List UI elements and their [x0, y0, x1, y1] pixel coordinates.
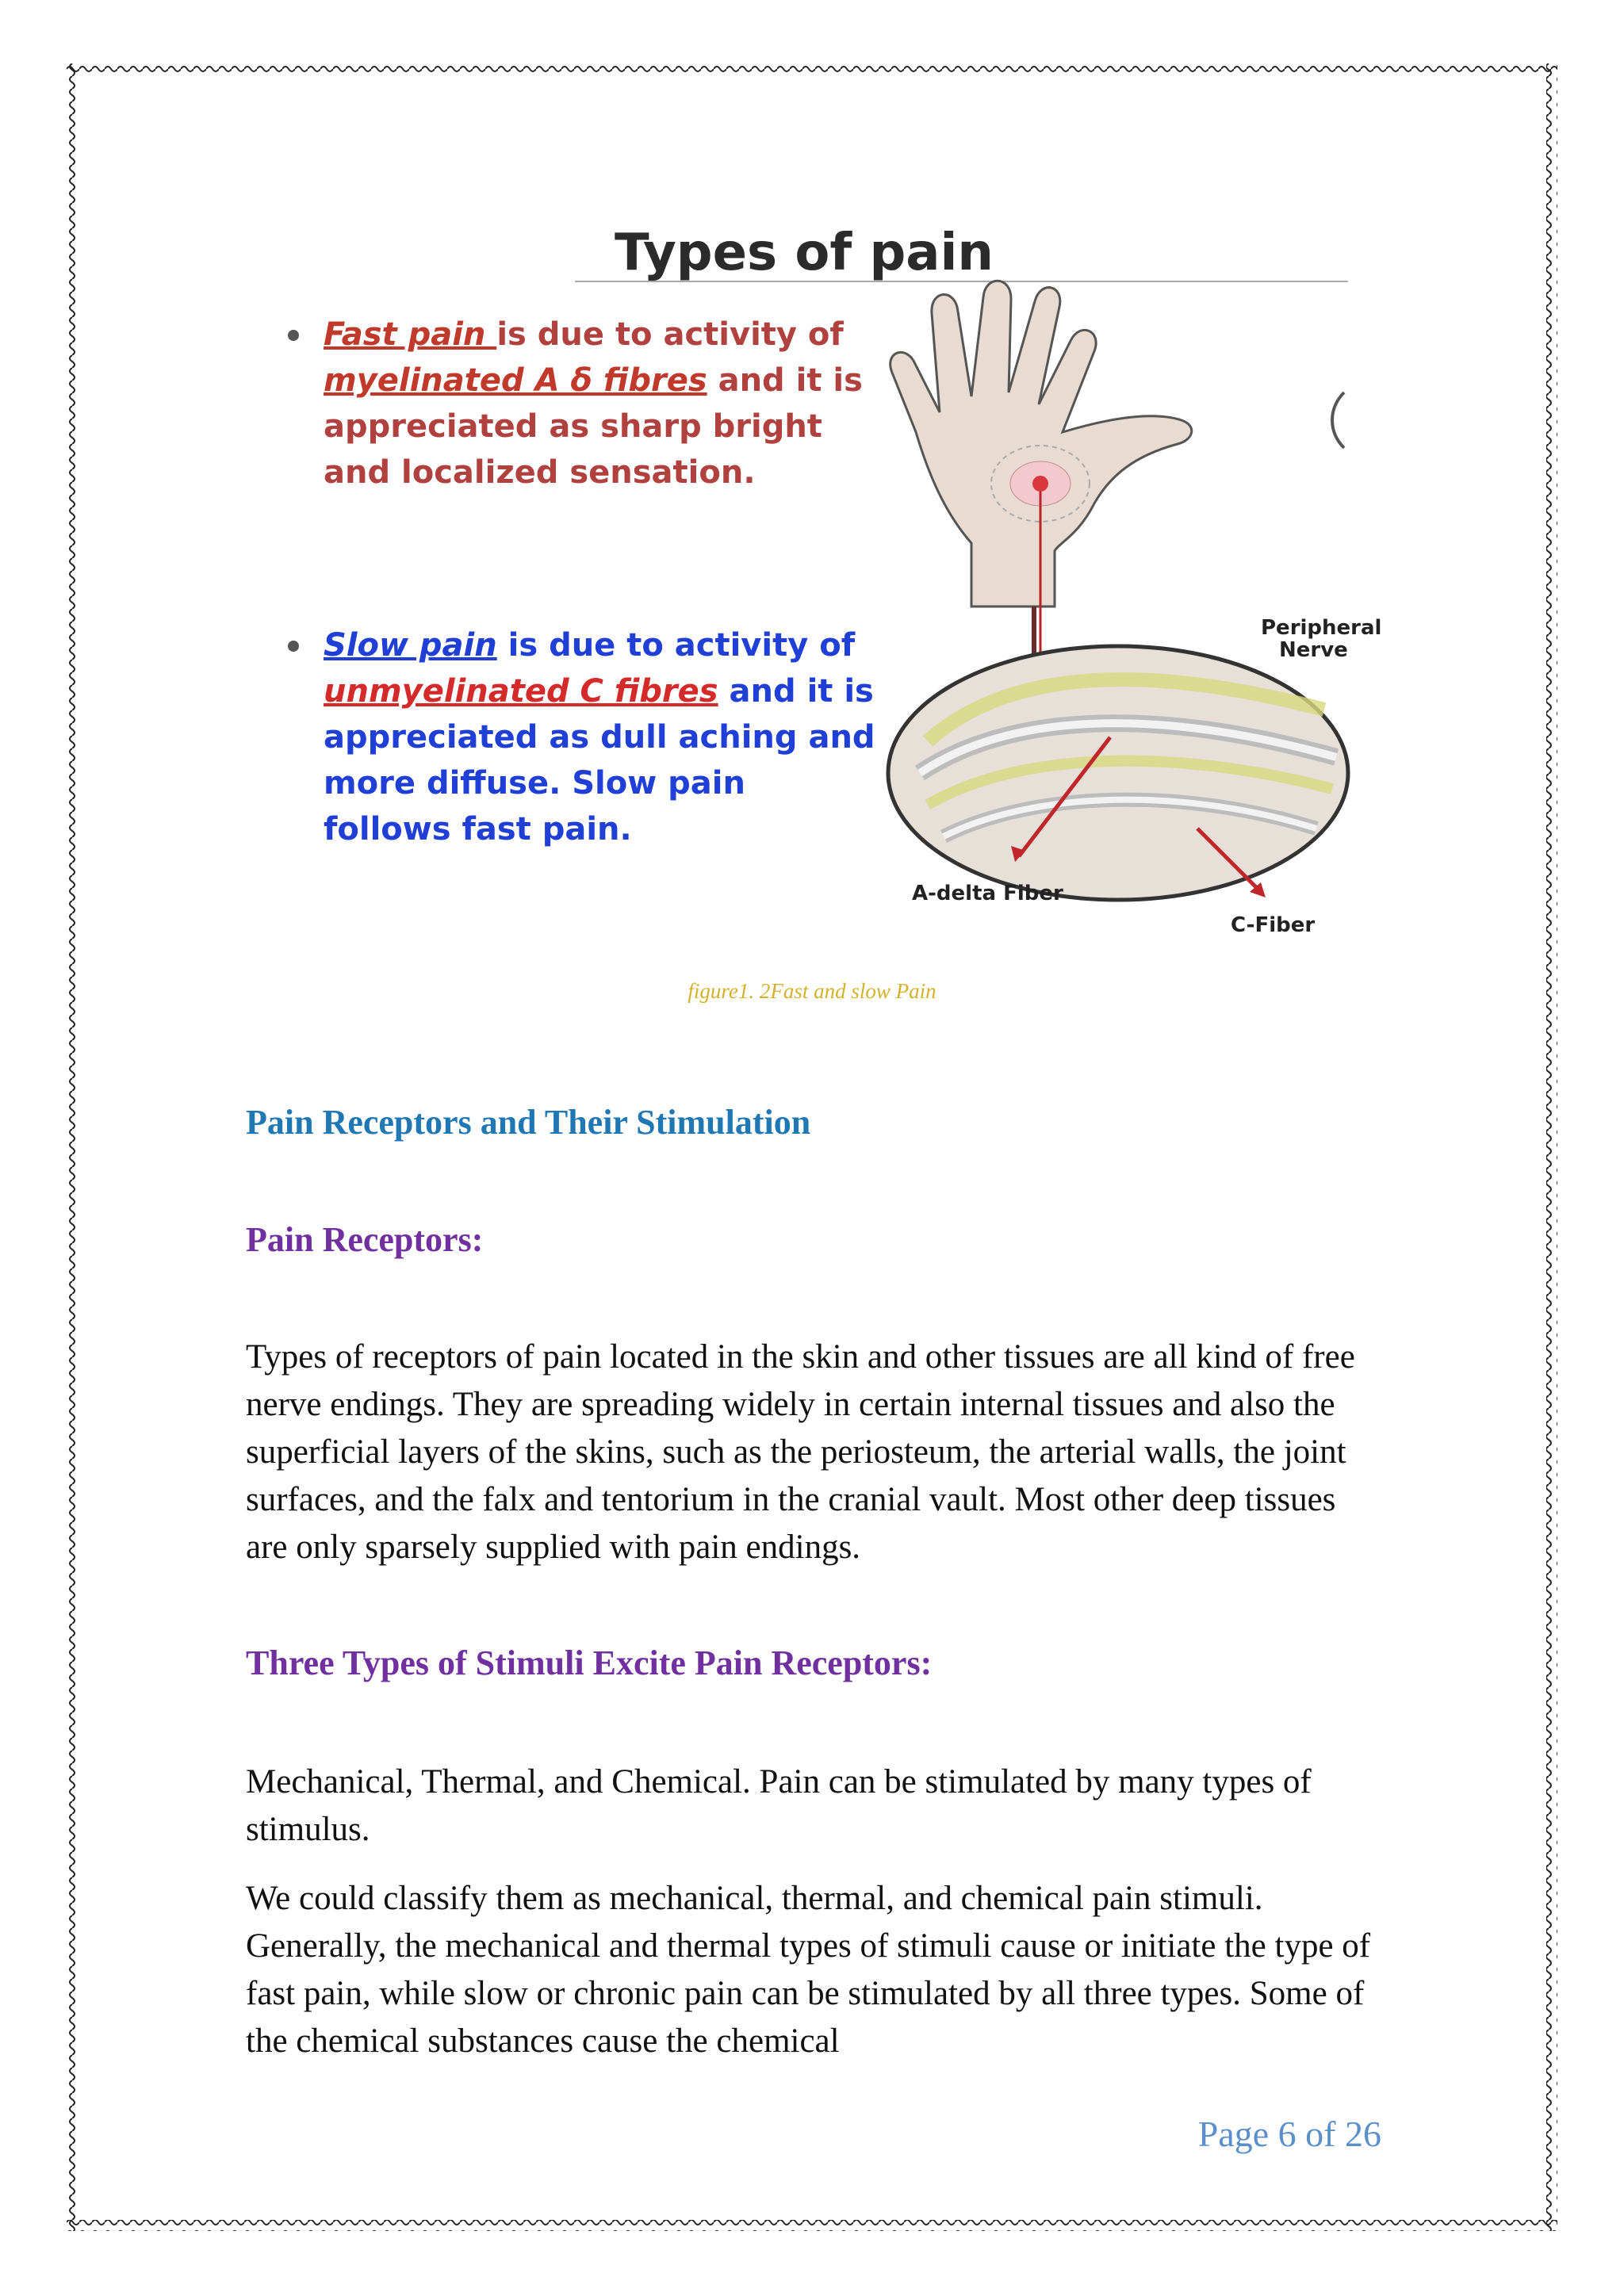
- subheading-pain-receptors: Pain Receptors:: [246, 1220, 484, 1259]
- section-heading: Pain Receptors and Their Stimulation: [246, 1103, 811, 1142]
- c-fiber-label: C-Fiber: [1231, 913, 1316, 937]
- paragraph-receptors: Types of receptors of pain located in the skin and other tissues are all kind of free nerve endings. They are spreading widely in certain internal tissues and also the superficial layers of the skins, such as the periosteum, the arterial walls, the joint surfaces, and the falx and tentorium in the cranial vault. Most other deep tissues are only sparsely supplied with pain endings.: [246, 1338, 1355, 1566]
- figure-title: Types of pain: [615, 224, 994, 282]
- slow-pain-line2: and it is: [718, 673, 874, 710]
- figure-caption: figure1. 2Fast and slow Pain: [688, 979, 936, 1003]
- peripheral-label-2: Nerve: [1279, 638, 1348, 662]
- peripheral-label-1: Peripheral: [1261, 616, 1382, 640]
- paragraph-stimuli-classify: We could classify them as mechanical, thermal, and chemical pain stimuli. Generally, the mechanical and thermal types of stimuli cause or initiate the type of fast pain, while slow or chronic pain can be stimulated by all three types. Some of the chemical substances cause the chemical: [246, 1880, 1371, 2060]
- svg-text:Slow pain is due to activity o: [324, 627, 856, 664]
- unmyelinated-term: unmyelinated C fibres: [324, 673, 718, 710]
- page-number: Page 6 of 26: [1197, 2114, 1381, 2154]
- svg-text:unmyelinated C fibres and it i: [324, 673, 874, 710]
- slow-pain-term: Slow pain: [324, 627, 497, 664]
- svg-text:Fast pain is due to activity o: [324, 316, 844, 353]
- fast-pain-line3: appreciated as sharp bright: [324, 408, 822, 445]
- fast-pain-line4: and localized sensation.: [324, 454, 756, 491]
- nerve-cross-section: [888, 646, 1348, 900]
- a-delta-label: A-delta Fiber: [912, 882, 1063, 905]
- slow-pain-line1: is due to activity of: [496, 627, 856, 664]
- slow-pain-line4: more diffuse. Slow pain: [324, 765, 745, 802]
- types-of-pain-figure: [230, 202, 1382, 951]
- fast-pain-line2: and it is: [707, 362, 863, 399]
- slow-pain-line3: appreciated as dull aching and: [324, 719, 875, 756]
- slow-pain-line5: follows fast pain.: [324, 811, 632, 848]
- svg-text:myelinated A δ fibres and it i: [324, 362, 863, 399]
- fast-pain-term: Fast pain: [324, 316, 497, 353]
- paragraph-stimuli-intro: Mechanical, Thermal, and Chemical. Pain can be stimulated by many types of stimulus.: [246, 1763, 1312, 1848]
- myelinated-term: myelinated A δ fibres: [324, 362, 707, 399]
- subheading-three-types: Three Types of Stimuli Excite Pain Receptors:: [246, 1644, 933, 1682]
- fast-pain-line1: is due to activity of: [496, 316, 844, 353]
